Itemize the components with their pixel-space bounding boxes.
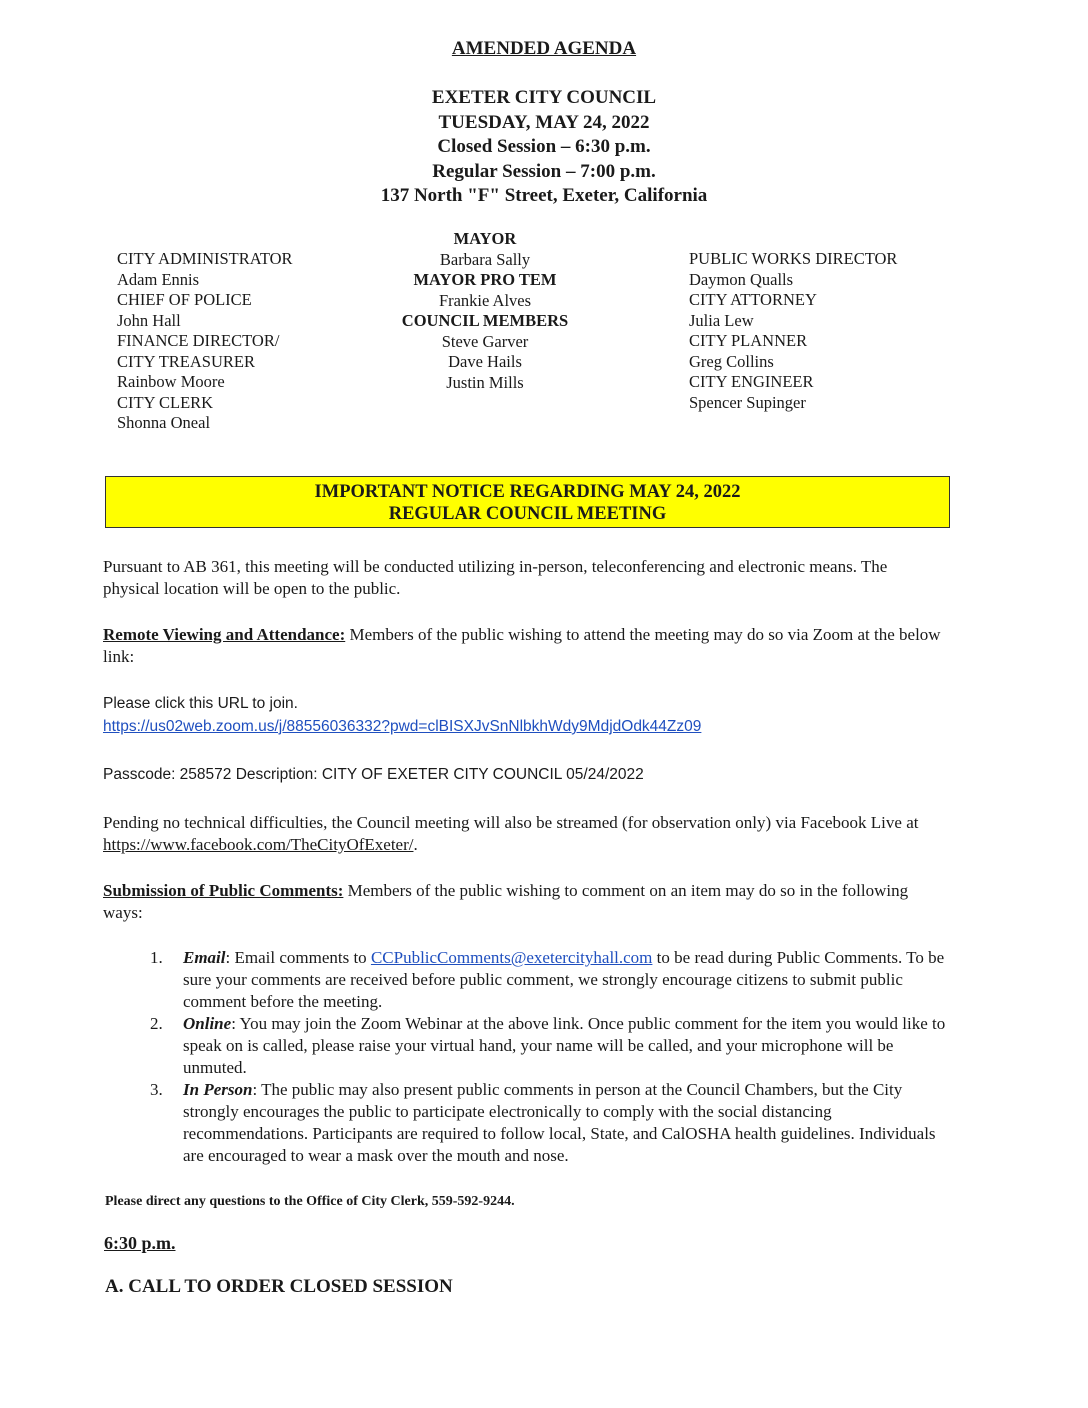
staff-entry: Julia Lew xyxy=(689,310,754,330)
staff-entry: CITY CLERK xyxy=(117,392,214,412)
staff-entry: Greg Collins xyxy=(689,351,774,371)
staff-entry: Rainbow Moore xyxy=(117,372,225,391)
comments-heading: Submission of Public Comments: xyxy=(103,881,344,900)
staff-entry: CITY ENGINEER xyxy=(689,372,814,391)
zoom-link-line xyxy=(103,716,948,738)
staff-entry: CITY ADMINISTRATOR xyxy=(117,249,293,268)
staff-left-column xyxy=(117,249,293,434)
staff-entry: CHIEF OF POLICE xyxy=(117,290,252,309)
item-text: : Email comments to xyxy=(225,948,371,967)
notice-line-2: REGULAR COUNCIL MEETING xyxy=(388,504,667,524)
staff-entry: CITY PLANNER xyxy=(689,331,808,350)
remote-paragraph xyxy=(103,624,948,668)
council-member: Justin Mills xyxy=(446,372,524,392)
remote-heading: Remote Viewing and Attendance: xyxy=(103,625,346,644)
zoom-prompt: Please click this URL to join. xyxy=(103,695,298,712)
agenda-title: AMENDED AGENDA xyxy=(451,38,637,59)
list-item xyxy=(150,1013,950,1079)
email-link[interactable]: CCPublicComments@exetercityhall.com xyxy=(370,948,653,967)
item-text: : You may join the Zoom Webinar at the above link. Once public comment for the item you would like to speak on is called, please raise your virtual hand, your name will be called, and your microphone will be unmuted. xyxy=(183,1014,946,1077)
staff-entry: Shonna Oneal xyxy=(117,413,211,432)
staff-entry: PUBLIC WORKS DIRECTOR xyxy=(689,249,898,268)
closed-session-time: Closed Session – 6:30 p.m. xyxy=(437,136,651,157)
list-item xyxy=(150,947,950,1013)
important-notice-box xyxy=(105,476,950,528)
time-label: 6:30 p.m. xyxy=(104,1233,176,1253)
remote-text: Members of the public wishing to attend the meeting may do so via Zoom at the below link: xyxy=(103,625,941,666)
facebook-text: Pending no technical difficulties, the Council meeting will also be streamed (for observation only) via Facebook Live at xyxy=(103,813,919,832)
staff-entry: FINANCE DIRECTOR/ xyxy=(117,331,280,350)
council-member: Dave Hails xyxy=(448,352,522,371)
item-text: : The public may also present public comments in person at the Council Chambers, but the City strongly encourages the public to participate electronically to comply with the social distancing recommendations. Participants are required to follow local, State, and CalOSHA health guidelines. Individuals are encouraged to wear a mask over the mouth and nose. xyxy=(183,1080,936,1165)
staff-entry: John Hall xyxy=(117,310,181,330)
comments-text: Members of the public wishing to comment on an item may do so in the following ways: xyxy=(103,881,909,922)
comments-paragraph xyxy=(103,880,948,924)
intro-paragraph: Pursuant to AB 361, this meeting will be conducted utilizing in-person, teleconferencing and electronic means. The physical location will be open to the public. xyxy=(103,557,888,598)
item-text-end: to be read during Public Comments. To be sure your comments are received before public comment, we strongly encourage citizens to submit public comment before the meeting. xyxy=(183,948,945,1011)
notice-line-1: IMPORTANT NOTICE REGARDING MAY 24, 2022 xyxy=(314,482,741,502)
passcode-line: Passcode: 258572 Description: CITY OF EXETER CITY COUNCIL 05/24/2022 xyxy=(103,766,644,783)
meeting-header xyxy=(0,86,1088,209)
meeting-date: TUESDAY, MAY 24, 2022 xyxy=(438,111,650,133)
list-item xyxy=(150,1079,950,1167)
council-name: EXETER CITY COUNCIL xyxy=(431,87,657,108)
pro-tem-name: Frankie Alves xyxy=(438,290,532,310)
facebook-paragraph xyxy=(103,812,948,856)
staff-entry: Spencer Supinger xyxy=(689,392,806,412)
comment-methods-list xyxy=(150,947,950,1167)
item-label: Online xyxy=(183,1014,232,1033)
mayor-label: MAYOR xyxy=(453,229,517,248)
council-member: Steve Garver xyxy=(441,331,529,351)
pro-tem-label: MAYOR PRO TEM xyxy=(413,270,557,289)
facebook-link[interactable]: https://www.facebook.com/TheCityOfExeter/ xyxy=(103,835,414,854)
item-number: 2. xyxy=(150,1014,163,1033)
staff-entry: CITY ATTORNEY xyxy=(689,290,817,309)
item-label: Email xyxy=(183,948,226,967)
staff-entry: CITY TREASURER xyxy=(117,351,255,371)
staff-right-column xyxy=(689,249,897,413)
zoom-link[interactable]: https://us02web.zoom.us/j/88556036332?pwd=clBISXJvSnNlbkhWdy9MdjdOdk44Zz09 xyxy=(103,718,702,735)
section-a-heading: A. CALL TO ORDER CLOSED SESSION xyxy=(105,1276,453,1297)
regular-session-time: Regular Session – 7:00 p.m. xyxy=(432,160,656,182)
item-label: In Person xyxy=(183,1080,253,1099)
staff-entry: Daymon Qualls xyxy=(689,269,794,289)
council-column xyxy=(380,229,590,393)
meeting-address: 137 North "F" Street, Exeter, California xyxy=(380,185,708,206)
mayor-name: Barbara Sally xyxy=(439,249,531,269)
questions-line: Please direct any questions to the Office of City Clerk, 559-592-9244. xyxy=(105,1194,515,1209)
facebook-end: . xyxy=(413,835,418,854)
item-number: 3. xyxy=(150,1080,163,1099)
item-number: 1. xyxy=(150,948,163,967)
council-members-label: COUNCIL MEMBERS xyxy=(401,311,569,330)
staff-entry: Adam Ennis xyxy=(117,269,200,289)
